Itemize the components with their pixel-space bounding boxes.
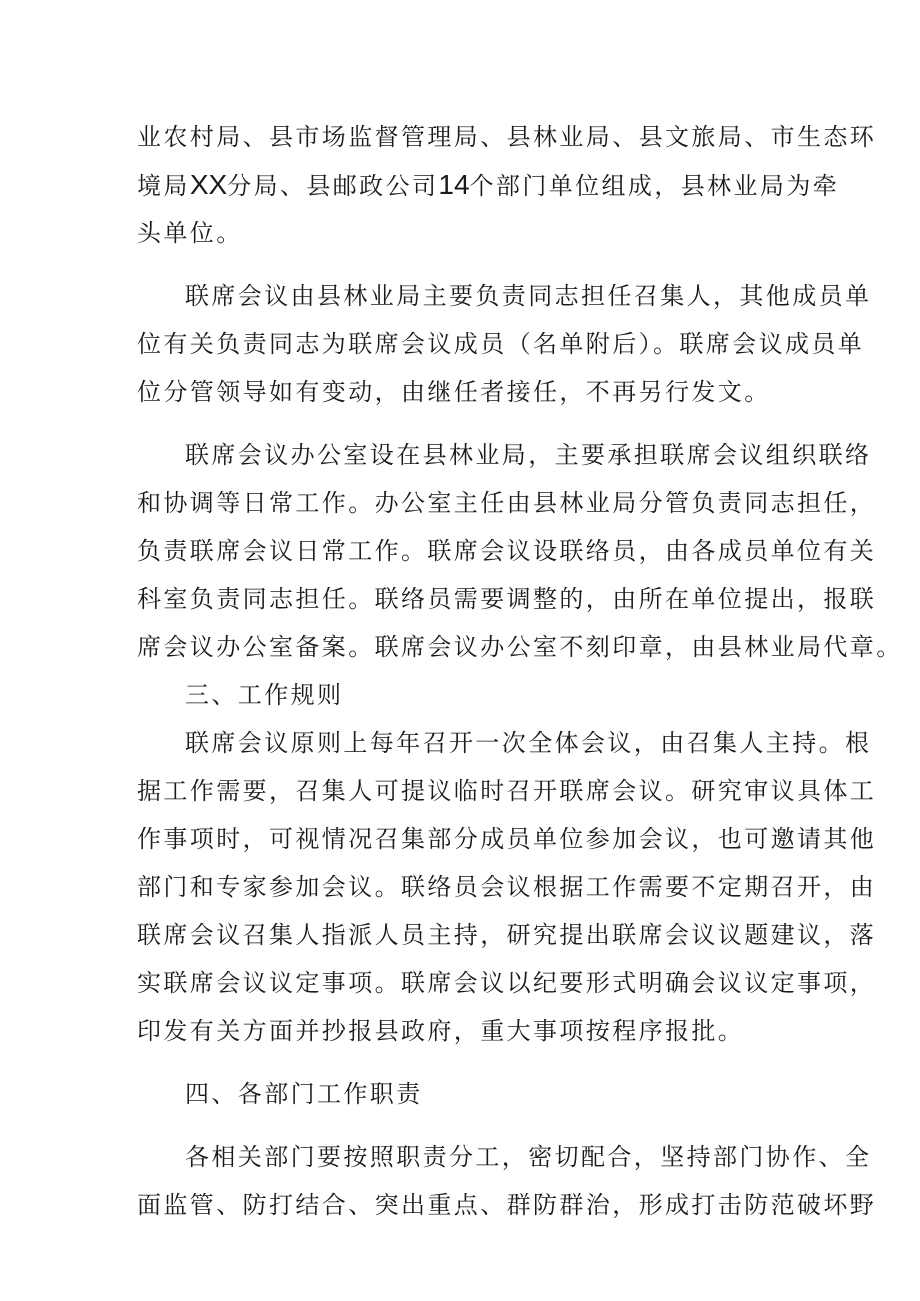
text-line: 各相关部门要按照职责分工，密切配合，坚持部门协作、全	[185, 1143, 872, 1171]
text-line: 科室负责同志担任。联络员需要调整的，由所在单位提出，报联	[137, 585, 877, 613]
text-line: 位有关负责同志为联席会议成员（名单附后）。联席会议成员单	[137, 330, 865, 358]
text-line: 和协调等日常工作。办公室主任由县林业局分管负责同志担任，	[137, 489, 877, 517]
document-body	[137, 113, 903, 1229]
text-line: 席会议办公室备案。联席会议办公室不刻印章，由县林业局代章。	[137, 633, 903, 661]
text-line: 联席会议由县林业局主要负责同志担任召集人，其他成员单	[185, 282, 872, 310]
paragraph-work-rules	[137, 719, 877, 1055]
text-line: 据工作需要，召集人可提议临时召开联席会议。研究审议具体工	[137, 777, 877, 805]
text-span: 境局	[137, 172, 190, 200]
text-line: 业农村局、县市场监督管理局、县林业局、县文旅局、市生态环	[137, 123, 877, 151]
text-line: 作事项时，可视情况召集部分成员单位参加会议，也可邀请其他	[137, 825, 877, 853]
text-line: 部门和专家参加会议。联络员会议根据工作需要不定期召开，由	[137, 873, 877, 901]
text-line: 实联席会议议定事项。联席会议以纪要形式明确会议议定事项，	[137, 969, 877, 997]
paragraph-department-duties	[137, 1133, 877, 1229]
text-line: 位分管领导如有变动，由继任者接任，不再另行发文。	[137, 378, 771, 406]
text-line: 联席会议召集人指派人员主持，研究提出联席会议议题建议，落	[137, 921, 877, 949]
section-heading-work-rules: 三、工作规则	[185, 681, 344, 709]
text-line: 负责联席会议日常工作。联席会议设联络员，由各成员单位有关	[137, 537, 877, 565]
text-line: 印发有关方面并抄报县政府，重大事项按程序报批。	[137, 1017, 745, 1045]
unit-count: 14	[438, 169, 470, 200]
paragraph-convener	[137, 272, 872, 416]
text-line: 联席会议原则上每年召开一次全体会议，由召集人主持。根	[185, 729, 872, 757]
text-line: 面监管、防打结合、突出重点、群防群治，形成打击防范破坏野	[137, 1191, 877, 1219]
text-line: 联席会议办公室设在县林业局，主要承担联席会议组织联络	[185, 441, 872, 469]
paragraph-member-units	[137, 113, 877, 257]
text-line	[137, 161, 840, 209]
text-line: 头单位。	[137, 219, 243, 247]
section-heading-department-duties: 四、各部门工作职责	[185, 1080, 423, 1108]
paragraph-office	[137, 431, 903, 671]
text-span: 个部门单位组成，县林业局为牵	[469, 172, 840, 200]
text-span: 分局、县邮政公司	[227, 172, 439, 200]
placeholder-xx: XX	[189, 169, 228, 200]
